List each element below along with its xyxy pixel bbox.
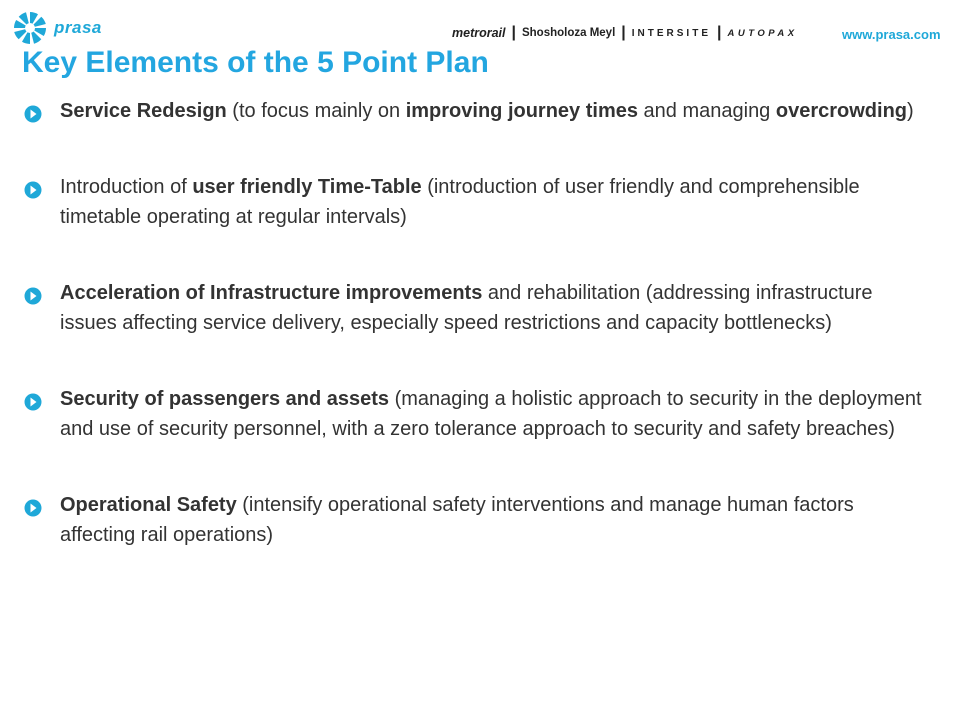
bullet-text: ) bbox=[907, 100, 914, 122]
bullet-item bbox=[24, 490, 924, 550]
bullet-text: Introduction of bbox=[60, 176, 193, 198]
bullet-bold-text: Service Redesign bbox=[60, 100, 227, 122]
bullet-arrow-icon bbox=[24, 496, 42, 514]
brand-autopax: AUTOPAX bbox=[727, 27, 798, 39]
bullet-text: (intensify operational safety interventions and manage human factors affecting rail operations) bbox=[60, 494, 854, 546]
bullet-bold-text: improving journey times bbox=[405, 100, 638, 122]
bullet-bold-text: user friendly Time-Table bbox=[192, 176, 422, 198]
bullet-bold-text: Security of passengers and assets bbox=[60, 388, 390, 410]
bullet-text: (introduction of user friendly and comprehensible timetable operating at regular intervals) bbox=[60, 176, 860, 228]
bullet-arrow-icon bbox=[24, 284, 42, 302]
bullet-item bbox=[24, 384, 924, 444]
brand-metrorail: metrorail bbox=[452, 26, 506, 40]
bullet-item bbox=[24, 172, 924, 232]
bullet-arrow-icon bbox=[24, 178, 42, 196]
bullet-item bbox=[24, 278, 924, 338]
prasa-swirl-icon bbox=[12, 10, 48, 46]
logo-text: prasa bbox=[54, 18, 102, 37]
bullet-bold-text: overcrowding bbox=[775, 100, 908, 122]
bullet-list bbox=[24, 96, 924, 596]
bullet-bold-text: Acceleration of Infrastructure improvements bbox=[60, 282, 483, 304]
website-url: www.prasa.com bbox=[842, 27, 941, 42]
bullet-arrow-icon bbox=[24, 102, 42, 120]
bullet-text: and managing bbox=[637, 100, 776, 122]
bullet-bold-text: Operational Safety bbox=[60, 494, 237, 516]
brand-strip bbox=[452, 26, 798, 40]
bullet-arrow-icon bbox=[24, 390, 42, 408]
bullet-text: and rehabilitation (addressing infrastructure issues affecting service delivery, especially speed restrictions and capacity bottlenecks) bbox=[60, 282, 873, 334]
bullet-text: (to focus mainly on bbox=[226, 100, 406, 122]
prasa-logo bbox=[12, 10, 102, 46]
slide-title: Key Elements of the 5 Point Plan bbox=[22, 46, 489, 79]
brand-intersite: INTERSITE bbox=[631, 27, 711, 39]
brand-shosholoza-meyl: Shosholoza Meyl bbox=[521, 27, 616, 39]
brand-separator: | bbox=[621, 24, 626, 41]
bullet-item bbox=[24, 96, 924, 126]
brand-separator: | bbox=[511, 24, 516, 41]
brand-separator: | bbox=[717, 24, 722, 41]
bullet-text: (managing a holistic approach to security in the deployment and use of security personnel, with a zero tolerance approach to security and safety breaches) bbox=[60, 388, 922, 440]
